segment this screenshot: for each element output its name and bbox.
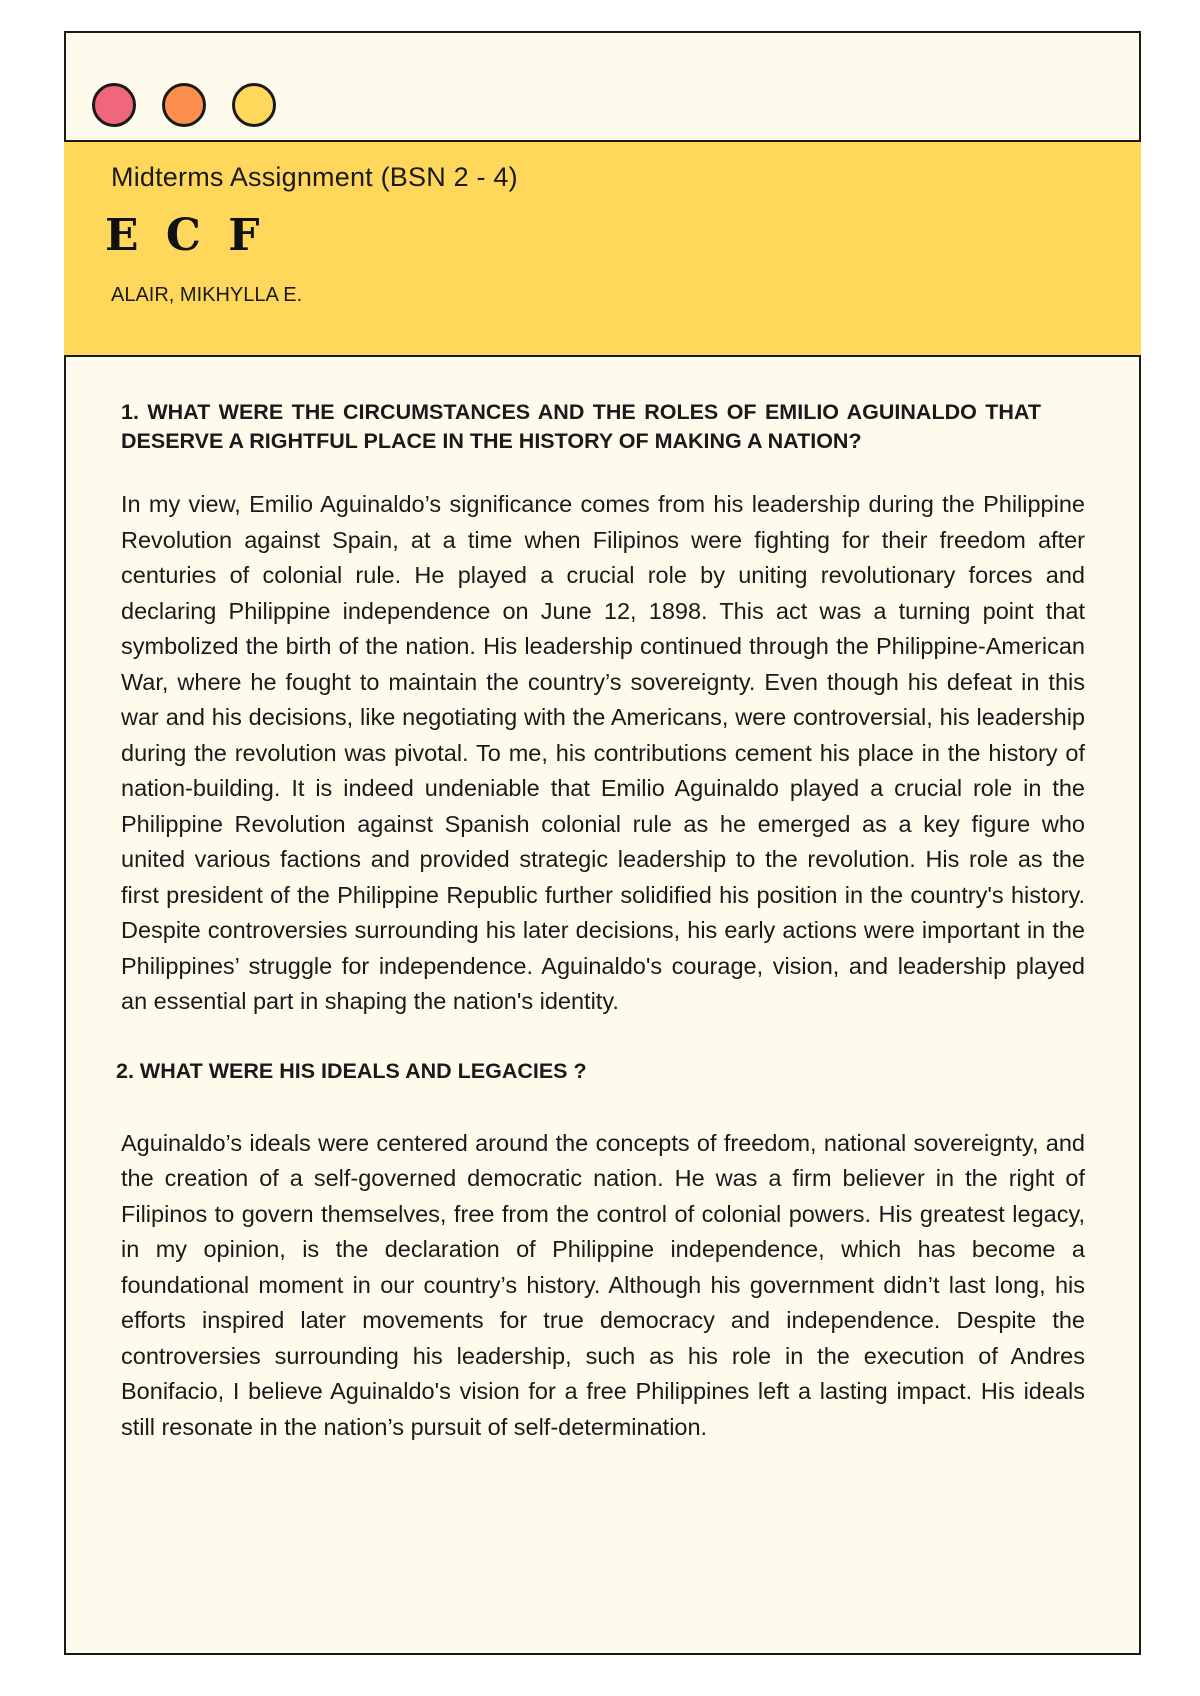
window-titlebar bbox=[66, 33, 1139, 141]
question-2: 2. WHAT WERE HIS IDEALS AND LEGACIES ? bbox=[116, 1058, 587, 1083]
maximize-dot-icon bbox=[232, 83, 276, 127]
question-1: 1. WHAT WERE THE CIRCUMSTANCES AND THE ROLES OF EMILIO AGUINALDO THAT DESERVE A RIGHTFUL PLACE IN THE HISTORY OF MAKING A NATION? bbox=[121, 400, 1041, 453]
initials-heading: E C F bbox=[105, 210, 266, 261]
content-body bbox=[116, 398, 1093, 1445]
minimize-dot-icon bbox=[162, 83, 206, 127]
answer-1: In my view, Emilio Aguinaldo’s significance comes from his leadership during the Philippine Revolution against Spain, at a time when Filipinos were fighting for their freedom after centuries of colonial rule. He played a crucial role by uniting revolutionary forces and declaring Philippine independence on June 12, 1898. This act was a turning point that symbolized the birth of the nation. His leadership continued through the Philippine-American War, where he fought to maintain the country’s sovereignty. Even though his defeat in this war and his decisions, like negotiating with the Americans, were controversial, his leadership during the revolution was pivotal. To me, his contributions cement his place in the history of nation-building. It is indeed undeniable that Emilio Aguinaldo played a crucial role in the Philippine Revolution against Spanish colonial rule as he emerged as a key figure who united various factions and provided strategic leadership to the revolution. His role as the first president of the Philippine Republic further solidified his position in the country's history. Despite controversies surrounding his later decisions, his early actions were important in the Philippines’ struggle for independence. Aguinaldo's courage, vision, and leadership played an essential part in shaping the nation's identity. bbox=[121, 491, 1085, 1014]
answer-2: Aguinaldo’s ideals were centered around the concepts of freedom, national sovereignty, and the creation of a self-governed democratic nation. He was a firm believer in the right of Filipinos to govern themselves, free from the control of colonial powers. His greatest legacy, in my opinion, is the declaration of Philippine independence, which has become a foundational moment in our country’s history. Although his government didn’t last long, his efforts inspired later movements for true democracy and independence. Despite the controversies surrounding his leadership, such as his role in the execution of Andres Bonifacio, I believe Aguinaldo's vision for a free Philippines left a lasting impact. His ideals still resonate in the nation’s pursuit of self-determination. bbox=[121, 1129, 1085, 1440]
close-dot-icon bbox=[92, 83, 136, 127]
document-page bbox=[64, 31, 1141, 1655]
header-banner bbox=[64, 140, 1141, 357]
student-name: ALAIR, MIKHYLLA E. bbox=[111, 284, 303, 306]
assignment-title: Midterms Assignment (BSN 2 - 4) bbox=[111, 162, 518, 192]
